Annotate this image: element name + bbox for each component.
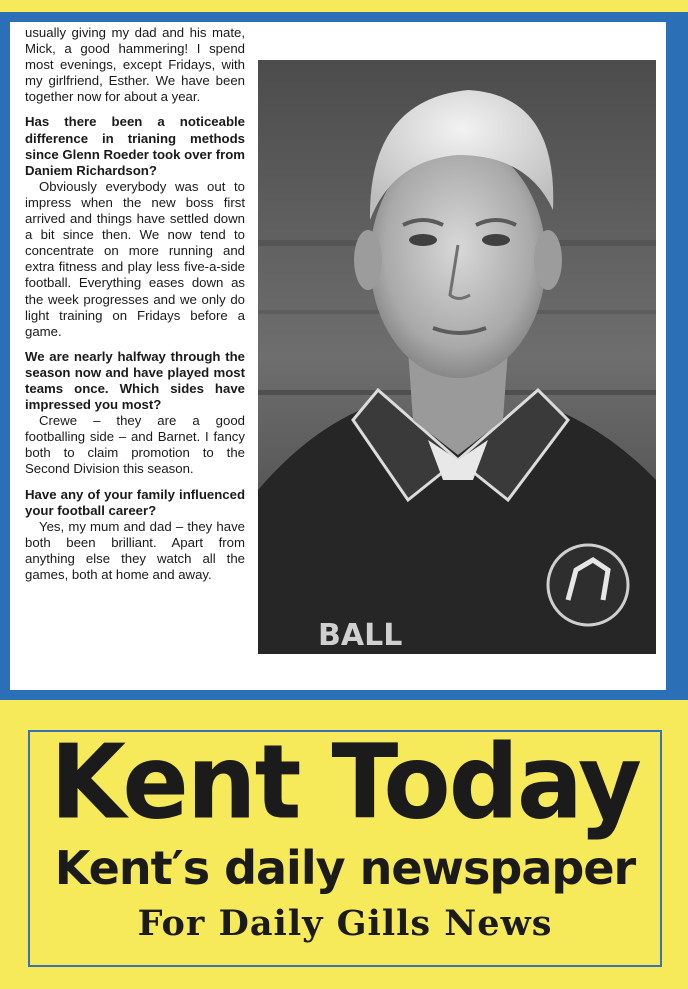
player-portrait-photo [258,60,656,654]
article-paragraph: usually giving my dad and his mate, Mick, a good hammering! I spend most evenings, except Fridays, with my girlfriend, Esther. We have been together now for about a year. [25,25,245,105]
interview-question: Have any of your family influenced your football career? [25,486,245,518]
player-photo-illustration [258,60,656,654]
interview-answer: Obviously everybody was out to impress when the new boss first arrived and things have settled down a bit since then. We now tend to concentrate on more running and extra fitness and play less five-a-side football. Everything eases down as the week progresses and we only do light training on Fridays before a game. [25,178,245,339]
interview-question: Has there been a noticeable difference in trianing methods since Glenn Roeder took over from Daniem Richardson? [25,114,245,178]
interview-answer: Yes, my mum and dad – they have both been brilliant. Apart from anything else they watch all the games, both at home and away. [25,518,245,582]
ad-subtitle: Kent′s daily newspaper [54,841,636,895]
article-text [25,25,245,583]
interview-answer: Crewe – they are a good footballing side – and Barnet. I fancy both to claim promotion to the Second Division this season. [25,413,245,477]
interview-question: We are nearly halfway through the season now and have played most teams once. Which sides have impressed you most? [25,348,245,413]
ad-title: Kent Today [50,723,640,843]
ad-tagline: For Daily Gills News [137,903,553,944]
svg-text:BALL: BALL [318,618,403,653]
kent-today-advert [28,723,662,967]
